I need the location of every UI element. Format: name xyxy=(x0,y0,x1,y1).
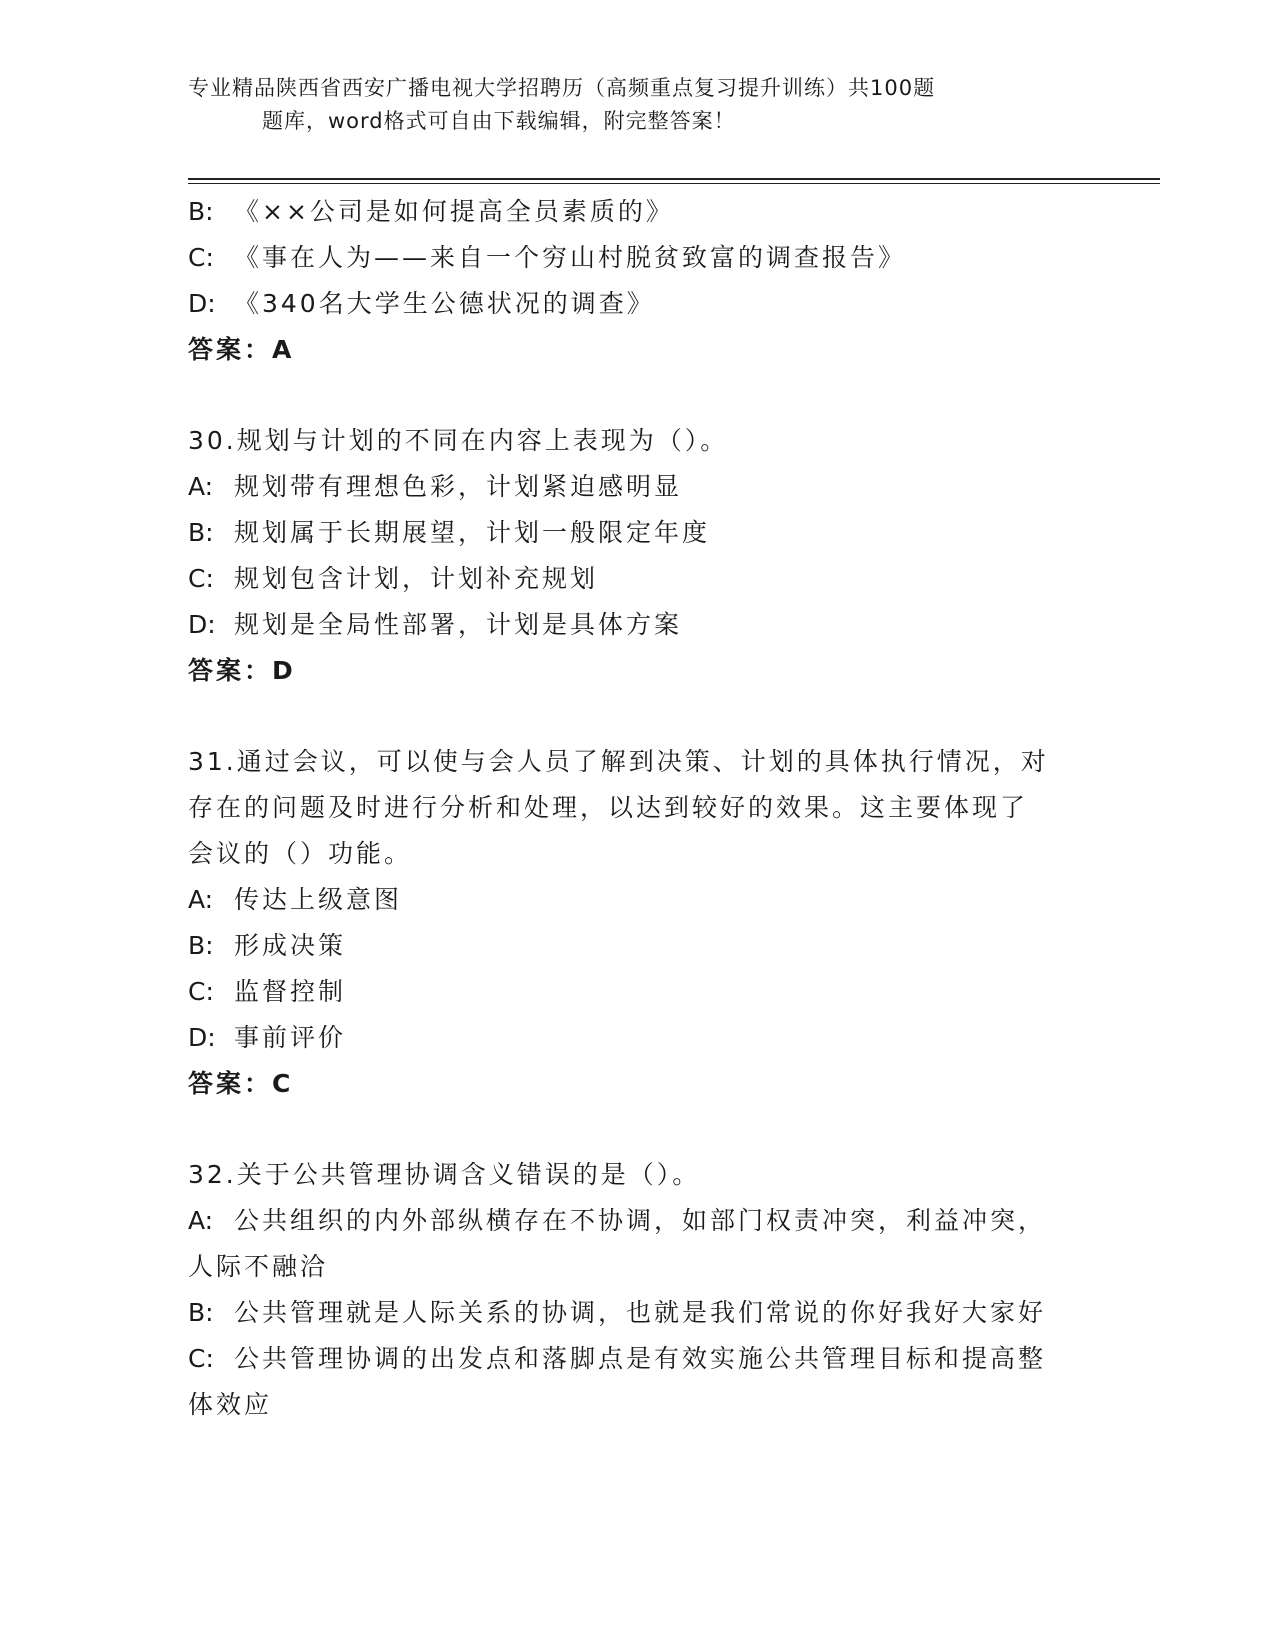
option-a xyxy=(188,1198,1088,1244)
option-c-continued: 体效应 xyxy=(188,1390,273,1419)
option-text: 公共组织的内外部纵横存在不协调，如部门权责冲突，利益冲突， xyxy=(234,1206,1047,1235)
option-label: D: xyxy=(188,1023,216,1052)
option-text: 公共管理就是人际关系的协调，也就是我们常说的你好我好大家好 xyxy=(234,1298,1047,1327)
question-stem-line: 31.通过会议，可以使与会人员了解到决策、计划的具体执行情况，对 xyxy=(188,747,1049,776)
question-stem-line: 存在的问题及时进行分析和处理，以达到较好的效果。这主要体现了 xyxy=(188,793,1029,822)
option-c xyxy=(188,969,1088,1015)
document-header xyxy=(188,72,1048,138)
option-c xyxy=(188,556,1088,602)
option-text: 公共管理协调的出发点和落脚点是有效实施公共管理目标和提高整 xyxy=(234,1344,1047,1373)
option-text: 事前评价 xyxy=(234,1023,347,1052)
option-label: B: xyxy=(188,197,214,226)
header-title-line-2: 题库，word格式可自由下载编辑，附完整答案！ xyxy=(262,109,736,133)
option-label: B: xyxy=(188,1298,214,1327)
option-d xyxy=(188,1015,1088,1061)
answer: 答案：A xyxy=(188,335,295,364)
option-text: 规划带有理想色彩，计划紧迫感明显 xyxy=(234,472,683,501)
option-a-continued: 人际不融洽 xyxy=(188,1252,329,1281)
question-32 xyxy=(188,1152,1088,1428)
option-label: B: xyxy=(188,931,214,960)
option-label: C: xyxy=(188,977,214,1006)
question-stem-line: 会议的（）功能。 xyxy=(188,839,413,868)
spacer xyxy=(188,1107,1088,1152)
option-c xyxy=(188,235,1088,281)
header-divider-thin xyxy=(188,183,1160,184)
option-a xyxy=(188,464,1088,510)
question-29-continued xyxy=(188,189,1088,373)
spacer xyxy=(188,694,1088,739)
option-text: 《××公司是如何提高全员素质的》 xyxy=(234,197,674,226)
option-label: D: xyxy=(188,289,216,318)
option-text: 监督控制 xyxy=(234,977,347,1006)
option-d xyxy=(188,281,1088,327)
answer: 答案：D xyxy=(188,656,296,685)
question-stem: 30.规划与计划的不同在内容上表现为（）。 xyxy=(188,426,729,455)
option-label: A: xyxy=(188,885,214,914)
option-text: 传达上级意图 xyxy=(234,885,403,914)
answer: 答案：C xyxy=(188,1069,294,1098)
option-text: 《事在人为——来自一个穷山村脱贫致富的调查报告》 xyxy=(234,243,907,272)
option-d xyxy=(188,602,1088,648)
option-text: 规划包含计划，计划补充规划 xyxy=(234,564,599,593)
option-b xyxy=(188,923,1088,969)
option-label: C: xyxy=(188,243,214,272)
option-b xyxy=(188,1290,1088,1336)
option-c xyxy=(188,1336,1088,1382)
option-text: 规划是全局性部署，计划是具体方案 xyxy=(234,610,683,639)
question-stem: 32.关于公共管理协调含义错误的是（）。 xyxy=(188,1160,701,1189)
option-label: C: xyxy=(188,564,214,593)
option-a xyxy=(188,877,1088,923)
option-label: D: xyxy=(188,610,216,639)
question-30 xyxy=(188,418,1088,694)
option-b xyxy=(188,510,1088,556)
question-list xyxy=(188,189,1088,1428)
header-title-line-1: 专业精品陕西省西安广播电视大学招聘历（高频重点复习提升训练）共100题 xyxy=(188,76,936,100)
option-label: A: xyxy=(188,1206,214,1235)
option-label: C: xyxy=(188,1344,214,1373)
option-label: A: xyxy=(188,472,214,501)
header-divider-thick xyxy=(188,178,1160,180)
option-text: 《340名大学生公德状况的调查》 xyxy=(234,289,655,318)
question-31 xyxy=(188,739,1088,1107)
option-label: B: xyxy=(188,518,214,547)
option-text: 规划属于长期展望，计划一般限定年度 xyxy=(234,518,711,547)
option-b xyxy=(188,189,1088,235)
option-text: 形成决策 xyxy=(234,931,347,960)
spacer xyxy=(188,373,1088,418)
